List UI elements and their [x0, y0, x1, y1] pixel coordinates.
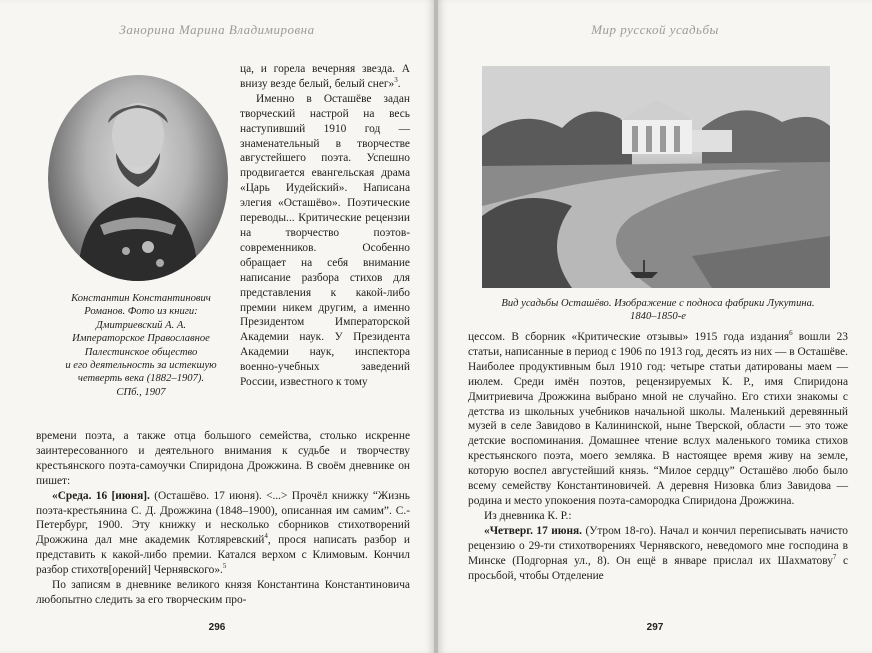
footnote-ref: 7 [832, 552, 837, 561]
diary-date: «Среда. 16 [июня]. [52, 489, 150, 502]
footnote-ref: 6 [789, 329, 793, 338]
estate-illustration [482, 66, 830, 288]
caption-line: Дмитриевский А. А. [96, 319, 186, 331]
paragraph [468, 330, 848, 509]
diary-quote [468, 524, 848, 584]
page-number-left: 296 [208, 622, 226, 633]
diary-book-title: “Жизнь поэта-крестьянина С. Д. Дрожжина (1848–1900), описанная им самим” [36, 489, 411, 517]
diary-text: (Утром 18-го). Начал и кончил переписывать начисто рецензию о 29-ти стихотворениях Чернявского, неведомого мне господина в Минске (Подгорная ул., 8). Он ещё в январе прислал их Шахматову [468, 524, 848, 567]
paragraph: времени поэта, а также отца большого семейства, столько искренне заинтересованного и деятельного внимания к судьбе и творчеству крестьянского поэта-самоучки Спиридона Дрожжина. В своём дневнике он пишет: [36, 430, 410, 487]
caption-line: Вид усадьбы Осташёво. Изображение с подноса фабрики Лукутина. [501, 298, 815, 309]
paragraph-text: ца, и горела вечерняя звезда. А внизу везде белый, белый снег» [240, 63, 410, 90]
footnote-ref: 4 [264, 532, 268, 541]
caption-line: СПб., 1907 [116, 386, 166, 398]
footnote-ref: 5 [222, 562, 227, 571]
diary-date: «Четверг. 17 июня. [484, 524, 583, 537]
portrait-photo [48, 75, 228, 281]
estate-landscape-drawing [482, 66, 830, 288]
caption-line: Константин Константинович [71, 293, 211, 304]
paragraph: Из дневника К. Р.: [484, 509, 572, 522]
diary-text: . С.-Петербург, 1900. Эту книжку и несколько сборников стихотворений Дрожжина дал мне академик Котляревский [36, 504, 410, 547]
diary-text: с просьбой, чтобы Отделение [468, 554, 849, 582]
diary-text: , прося написать разбор и представить к какой-либо премии. Катался верхом с Климовым. Кончил разбор стихотв[орений] Чернявского». [36, 534, 410, 577]
diary-quote [36, 489, 410, 578]
text-column-narrow [240, 62, 410, 390]
paragraph: Именно в Осташёве задан творческий настрой на весь наступивший 1910 год — знаменательный в творчестве августейшего поэта. Успешно продвигается евангельская драма «Царь Иудейский». Написана элегия «Осташёво». Поэтические переводы... Критические рецензии на творчество поэтов-современников. Особенно обращает на себя внимание написание разбора стихов для представления к какой-либо премии никем другим, а именно Президентом Императорской Академии наук. У Президента Академии наук, инспектора военно-учебных заведений России, известного к тому [240, 92, 410, 389]
diary-text: (Осташёво. 17 июня). <...> Прочёл книжку [149, 489, 373, 502]
illustration-caption [468, 297, 848, 324]
text-column-right [468, 330, 848, 583]
left-page [0, 0, 434, 653]
running-head-left: Занорина Марина Владимировна [119, 22, 315, 37]
paragraph-text: цессом. В сборник «Критические отзывы» 1915 года издания [468, 331, 790, 343]
portrait-illustration [48, 75, 228, 281]
caption-line: Императорское Православное [72, 333, 210, 345]
page-number-right: 297 [646, 622, 664, 633]
footnote-ref: 3 [394, 76, 398, 85]
text-column-full [36, 429, 410, 608]
caption-line: четверть века (1882–1907). [77, 373, 205, 385]
paragraph: По записям в дневнике великого князя Константина Константиновича любопытно следить за его творческим про- [36, 579, 410, 606]
right-page [438, 0, 872, 653]
caption-line: Палестинское общество [84, 346, 198, 358]
caption-line: и его деятельность за истекшую [65, 360, 217, 372]
portrait-caption [36, 292, 246, 399]
paragraph: ца, и горела вечерняя звезда. А внизу везде белый, белый снег»$^3$. [240, 63, 410, 90]
running-head-right: Мир русской усадьбы [591, 22, 719, 37]
caption-line: 1840–1850-е [630, 311, 686, 323]
caption-line: Романов. Фото из книги: [84, 306, 198, 318]
paragraph-text: вошли 23 статьи, написанные в период с 1906 по 1913 год, десять из них — в Осташёве. Наиболее продуктивным был 1910 год: четыре статьи датированы маем — июлем. Среди имён поэтов, рецензируемых К. Р., имя Спиридона Дмитриевича Дрожжина выбрано мной не случайно. Его стихи знакомы с детства из школьных учебников начальной школы. Маленький деревянный музей в селе Завидово в Калининской, ныне Тверской, области — это тоже детские воспоминания. Домашнее чтение вслух маленького томика стихов крестьянского поэта, моего земляка. В настоящее время живу на земле, которую воспел августейший князь. “Милое сердцу” Осташёво любо было всему семейству Константиновичей. А деревня Низовка близ Завидова — родина и место упокоения поэта-самородка Спиридона Дрожжина. [468, 331, 848, 507]
